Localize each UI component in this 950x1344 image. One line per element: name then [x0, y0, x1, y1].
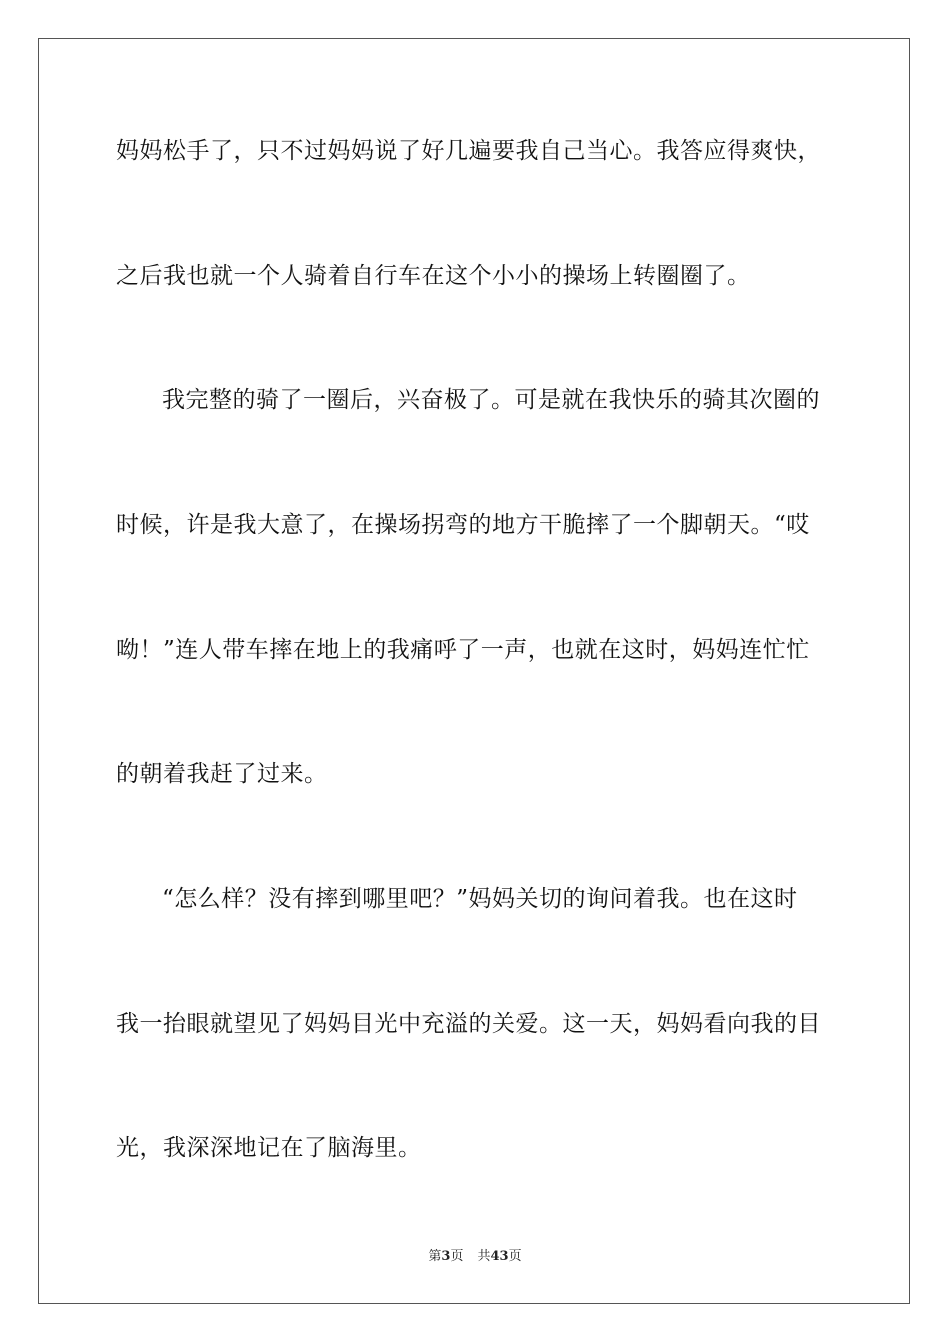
text-line: 我完整的骑了一圈后，兴奋极了。可是就在我快乐的骑其次圈的	[162, 387, 820, 413]
text-line: 我一抬眼就望见了妈妈目光中充溢的关爱。这一天，妈妈看向我的目	[116, 1011, 821, 1037]
text-line: 之后我也就一个人骑着自行车在这个小小的操场上转圈圈了。	[116, 263, 751, 289]
text-line: 时候，许是我大意了，在操场拐弯的地方干脆摔了一个脚朝天。“哎	[116, 512, 810, 538]
text-line: 的朝着我赶了过来。	[116, 761, 328, 787]
text-line: “怎么样？没有摔到哪里吧？”妈妈关切的询问着我。也在这时	[162, 886, 798, 912]
total-pages: 43	[490, 1249, 509, 1264]
text-line: 呦！”连人带车摔在地上的我痛呼了一声，也就在这时，妈妈连忙忙	[116, 637, 810, 663]
text-line: 光，我深深地记在了脑海里。	[116, 1135, 422, 1161]
page-footer	[0, 1248, 950, 1266]
page-border	[38, 38, 910, 1304]
page-suffix: 页	[450, 1249, 464, 1264]
text-line: 妈妈松手了，只不过妈妈说了好几遍要我自己当心。我答应得爽快，	[116, 138, 821, 164]
total-prefix: 共	[477, 1249, 491, 1264]
page-number: 3	[441, 1249, 451, 1264]
page-prefix: 第	[428, 1249, 442, 1264]
total-suffix: 页	[508, 1249, 522, 1264]
